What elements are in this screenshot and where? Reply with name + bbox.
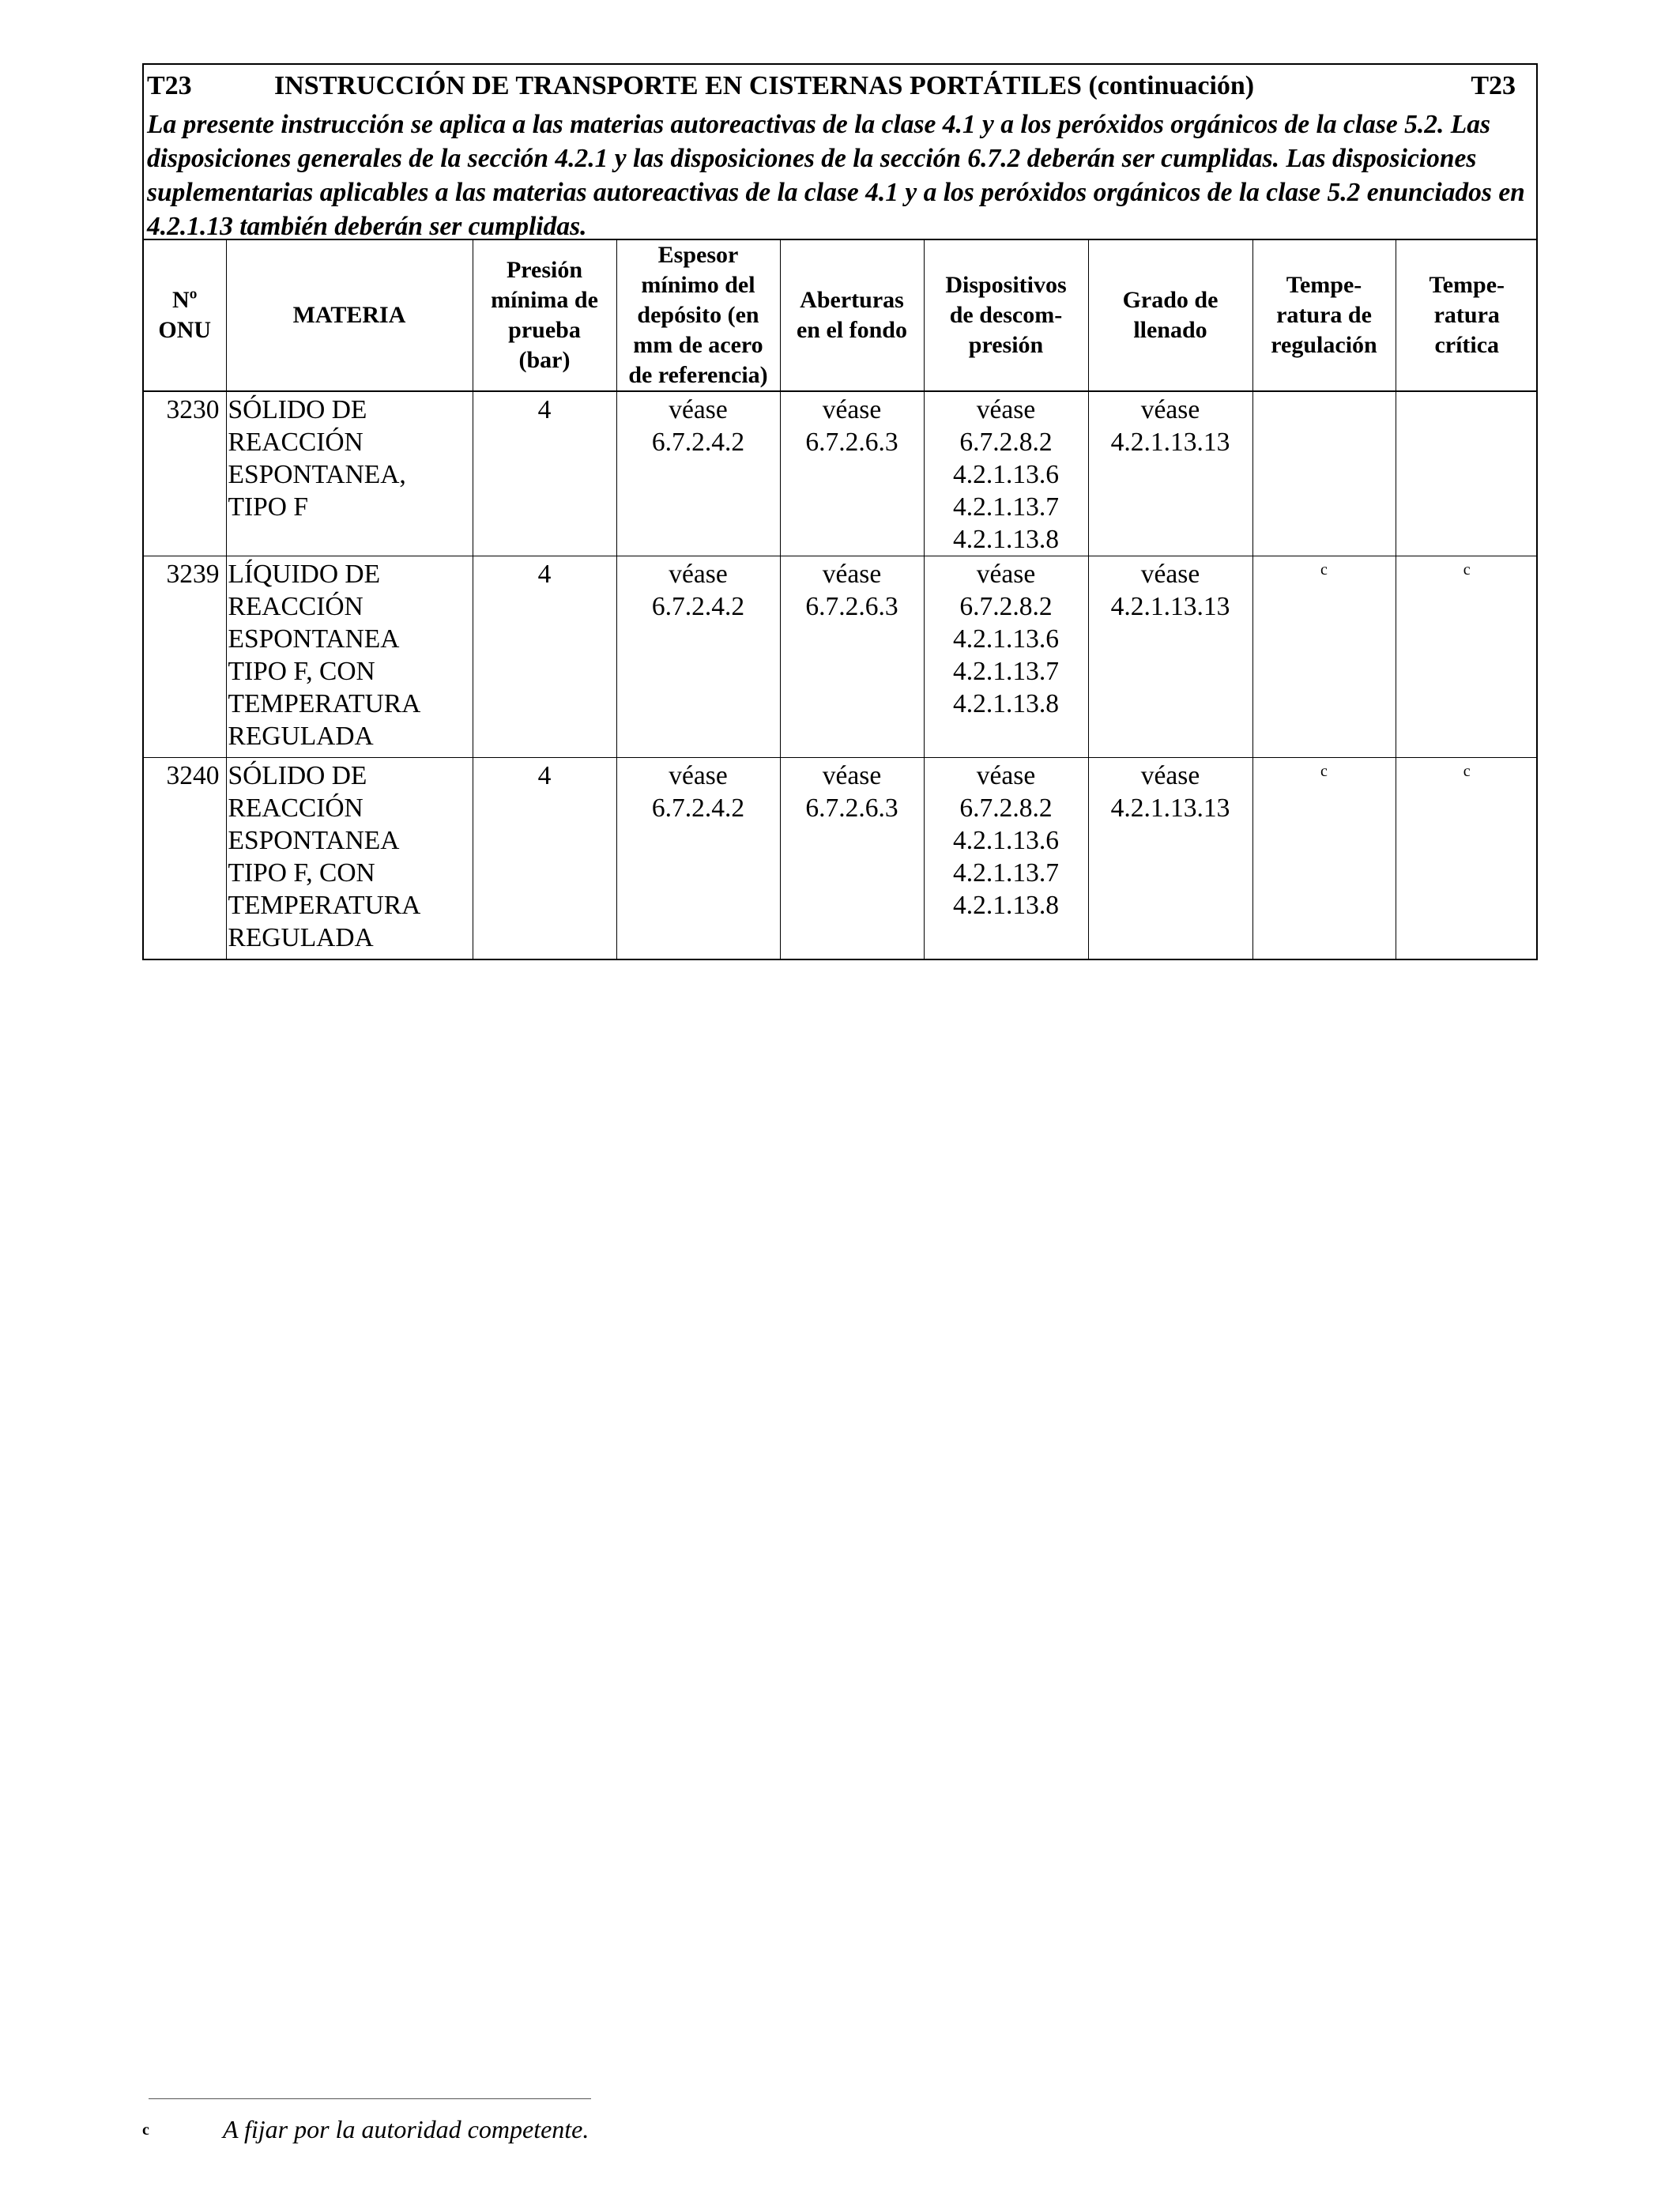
cell-text-line: 4.2.1.13.8	[953, 891, 1059, 920]
cell-text-line: véase	[822, 761, 882, 790]
cell-text-line: véase	[1140, 560, 1200, 589]
instruction-title: INSTRUCCIÓN DE TRANSPORTE EN CISTERNAS PORTÁTILES (continuación)	[274, 71, 1255, 100]
instruction-table-frame	[142, 63, 1538, 960]
cell-text-line: Espesor	[657, 242, 739, 268]
cell-text-line: 4.2.1.13.7	[953, 657, 1059, 686]
temp-regulacion-cell: c	[1252, 758, 1396, 959]
un-number-cell: 3230	[166, 395, 220, 424]
table-header-row	[144, 240, 1538, 391]
cell-text-line: véase	[822, 395, 882, 424]
footnote-divider	[149, 2098, 591, 2099]
column-header-dispositivos	[924, 240, 1088, 391]
cell-text-line: de descom-	[949, 302, 1063, 328]
cell-text-line: 6.7.2.8.2	[959, 794, 1053, 823]
cell-text-line: presión	[968, 332, 1044, 358]
instruction-code-right: T23	[1471, 71, 1516, 100]
temp-critica-cell: c	[1396, 758, 1538, 959]
espesor-cell	[616, 556, 780, 758]
footnote-text: A fijar por la autoridad competente.	[223, 2115, 590, 2143]
instruction-intro: La presente instrucción se aplica a las materias autoreactivas de la clase 4.1 y a los peróxidos orgánicos de la clase 5.2. Las disposiciones generales de la sección 4.2.1 y las disposiciones de la sección 6.7.2 deberán ser cumplidas. Las disposiciones suplementarias aplicables a las materias autoreactivas de la clase 4.1 y a los peróxidos orgánicos de la clase 5.2 enunciados en 4.2.1.13 también deberán ser cumplidas.	[144, 106, 1536, 240]
un-number-cell: 3239	[144, 556, 226, 758]
cell-text-line: 4.2.1.13.13	[1110, 592, 1230, 621]
cell-text-line: ratura	[1433, 302, 1500, 328]
cell-text-line: 4.2.1.13.6	[953, 460, 1059, 489]
cell-text-line: en el fondo	[796, 317, 907, 343]
cell-text-line: véase	[1140, 395, 1200, 424]
cell-text-line: 4.2.1.13.7	[953, 492, 1059, 522]
cell-text-line: 6.7.2.4.2	[651, 428, 745, 457]
cell-text-line: Tempe-	[1286, 272, 1362, 298]
cell-text-line: TEMPERATURA	[228, 891, 421, 920]
cell-text-line: Aberturas	[800, 287, 904, 313]
cell-text-line: SÓLIDO DE	[228, 395, 367, 424]
cell-text-line: 6.7.2.8.2	[959, 428, 1053, 457]
llenado-cell	[1088, 556, 1252, 758]
temp-regulacion-cell	[1252, 391, 1396, 556]
cell-text-line: 4.2.1.13.7	[953, 858, 1059, 888]
cell-text-line: MATERIA	[292, 302, 406, 328]
table-row	[144, 556, 1538, 758]
cell-text-line: TEMPERATURA	[228, 689, 421, 718]
tank-requirements-table	[144, 240, 1538, 959]
cell-text-line: 4.2.1.13.13	[1110, 794, 1230, 823]
cell-text-line: véase	[1140, 761, 1200, 790]
column-header-un	[144, 240, 226, 391]
materia-cell	[226, 556, 473, 758]
cell-text-line: véase	[669, 761, 728, 790]
cell-text-line: 4.2.1.13.8	[953, 525, 1059, 554]
dispositivos-cell	[924, 758, 1088, 959]
cell-text-line: 6.7.2.8.2	[959, 592, 1053, 621]
llenado-cell	[1088, 391, 1252, 556]
cell-text-line: SÓLIDO DE	[228, 761, 367, 790]
cell-text-line: TIPO F	[228, 492, 308, 522]
cell-text-line: véase	[976, 560, 1036, 589]
cell-text-line: depósito (en	[637, 302, 759, 328]
materia-cell	[226, 391, 473, 556]
cell-text-line: 4.2.1.13.13	[1110, 428, 1230, 457]
cell-text-line: Dispositivos	[945, 272, 1067, 298]
materia-cell	[226, 758, 473, 959]
cell-text-line: 6.7.2.4.2	[651, 592, 745, 621]
cell-text-line: 6.7.2.6.3	[805, 794, 898, 823]
dispositivos-cell	[924, 391, 1088, 556]
cell-text-line: llenado	[1133, 317, 1207, 343]
cell-text-line: regulación	[1271, 332, 1377, 358]
aberturas-cell	[780, 758, 924, 959]
dispositivos-cell	[924, 556, 1088, 758]
cell-text-line: véase	[822, 560, 882, 589]
cell-text-line: ESPONTANEA,	[228, 460, 406, 489]
temp-regulacion-cell: c	[1252, 556, 1396, 758]
cell-text-line: LÍQUIDO DE	[228, 560, 381, 589]
cell-text-line: 6.7.2.4.2	[651, 794, 745, 823]
cell-text-line: Nº	[171, 287, 198, 313]
cell-text-line: 4.2.1.13.6	[953, 624, 1059, 654]
espesor-cell	[616, 391, 780, 556]
cell-text-line: crítica	[1434, 332, 1500, 358]
cell-text-line: REACCIÓN	[228, 592, 363, 621]
temp-critica-cell: c	[1396, 556, 1538, 758]
cell-text-line: 6.7.2.6.3	[805, 428, 898, 457]
cell-text-line: ESPONTANEA	[228, 826, 400, 855]
cell-text-line: mm de acero	[633, 332, 763, 358]
cell-text-line: 4.2.1.13.6	[953, 826, 1059, 855]
cell-text-line: de referencia)	[628, 362, 768, 388]
instruction-code-left: T23	[147, 71, 192, 100]
cell-text-line: 4.2.1.13.8	[953, 689, 1059, 718]
instruction-header	[144, 65, 1536, 106]
column-header-aberturas	[780, 240, 924, 391]
presion-cell: 4	[473, 391, 616, 556]
cell-text-line: ONU	[158, 317, 212, 343]
cell-text-line: ESPONTANEA	[228, 624, 400, 654]
cell-text-line: REGULADA	[228, 722, 374, 751]
presion-cell: 4	[473, 556, 616, 758]
cell-text-line: 6.7.2.6.3	[805, 592, 898, 621]
temp-critica-cell	[1396, 391, 1538, 556]
cell-text-line: REACCIÓN	[228, 428, 363, 457]
cell-text-line: mínimo del	[641, 272, 755, 298]
footnote-mark: c	[142, 2121, 149, 2139]
column-header-espesor	[616, 240, 780, 391]
espesor-cell	[616, 758, 780, 959]
cell-text-line: Tempe-	[1429, 272, 1505, 298]
table-row	[144, 758, 1538, 959]
cell-text-line: TIPO F, CON	[228, 858, 375, 888]
un-number-cell: 3240	[144, 758, 226, 959]
cell-text-line: véase	[976, 761, 1036, 790]
cell-text-line: véase	[669, 560, 728, 589]
cell-text-line: mínima de	[491, 287, 598, 313]
aberturas-cell	[780, 391, 924, 556]
column-header-presion	[473, 240, 616, 391]
llenado-cell	[1088, 758, 1252, 959]
cell-text-line: REGULADA	[228, 923, 374, 952]
cell-text-line: véase	[669, 395, 728, 424]
column-header-temp-regulacion	[1252, 240, 1396, 391]
cell-text-line: véase	[976, 395, 1036, 424]
column-header-llenado	[1088, 240, 1252, 391]
column-header-temp-critica	[1396, 240, 1538, 391]
cell-text-line: ratura de	[1276, 302, 1372, 328]
column-header-materia	[226, 240, 473, 391]
table-row	[144, 391, 1538, 556]
cell-text-line: (bar)	[518, 347, 571, 373]
cell-text-line: Grado de	[1122, 287, 1219, 313]
cell-text-line: TIPO F, CON	[228, 657, 375, 686]
presion-cell: 4	[473, 758, 616, 959]
aberturas-cell	[780, 556, 924, 758]
cell-text-line: prueba	[508, 317, 581, 343]
cell-text-line: Presión	[506, 257, 583, 283]
cell-text-line: REACCIÓN	[228, 794, 363, 823]
